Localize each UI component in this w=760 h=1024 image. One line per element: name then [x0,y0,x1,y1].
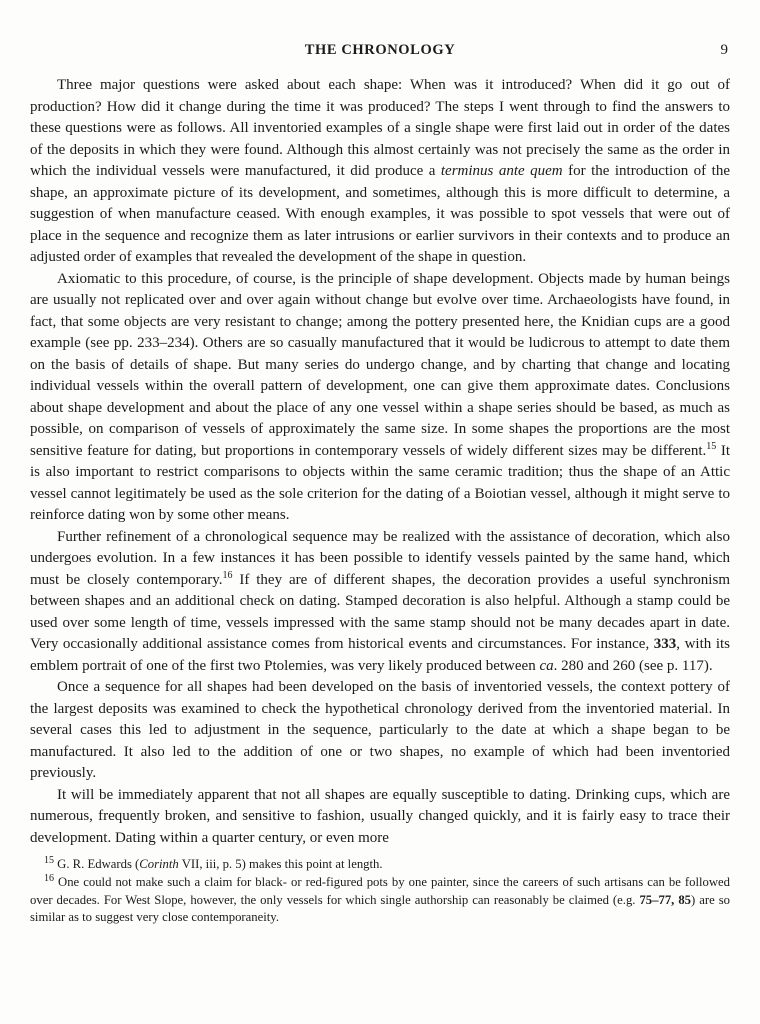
text-run: 333 [653,636,677,652]
text-run: ca [539,657,554,674]
paragraph [30,75,730,269]
body-text [30,75,730,849]
footnote-ref: 15 [44,854,54,866]
text-run: Axiomatic to this procedure, of course, is the principle of shape development. Objects made by human beings are usually not replicated over and over again without change but evolve over time. Archaeologists have found, in fact, that some objects are very resistant to change; among the pottery presented here, the Knidian cups are a good example (see pp. 233–234). Others are so casually manufactured that it would be ludicrous to attempt to date them on the basis of details of shape. But many series do undergo change, and by charting that change and locating individual vessels within the overall pattern of development, one can give them approximate dates. Conclusions about shape development and about the place of any one vessel within a shape series should be based, as much as possible, on comparison of vessels of approximately the same size. In some shapes the proportions are the most sensitive feature for dating, but proportions in contemporary vessels of widely different sizes may be different. [30,270,730,459]
text-run: It will be immediately apparent that not all shapes are equally susceptible to dating. Drinking cups, which are numerous, frequently broken, and sensitive to fashion, usually changed quickly, and it is fairly easy to trace their development. Dating within a quarter century, or even more [30,786,730,846]
text-run: terminus ante quem [440,163,563,179]
text-run: for the introduction of the shape, an approximate picture of its development, and sometimes, although this is more difficult to determine, a suggestion of when manufacture ceased. With enough examples, it was possible to spot vessels that were out of place in the sequence and recognize them as later intrusions or earlier survivors in their contexts and to produce an adjusted order of examples that revealed the development of the shape in question. [30,163,730,265]
paragraph [30,677,730,785]
text-run: Further refinement of a chronological sequence may be realized with the assistance of decoration, which also undergoes evolution. In a few instances it has been possible to identify vessels painted by the same hand, which must be closely contemporary. [30,528,730,588]
text-run: It is also important to restrict comparisons to objects within the same ceramic tradition; thus the shape of an Attic vessel cannot legitimately be used as the sole criterion for the dating of a Boiotian vessel, although it might serve to reinforce dating won by some other means. [30,442,730,523]
footnote [30,874,730,927]
running-head: THE CHRONOLOGY [304,42,456,58]
paragraph [30,785,730,850]
paragraph [30,527,730,678]
text-run: ) are so similar as to suggest very close contemporaneity. [30,892,731,925]
text-run: G. R. Edwards ( [54,857,140,871]
footnote-ref: 16 [44,872,54,884]
footnotes [30,856,730,927]
text-run: Three major questions were asked about each shape: When was it introduced? When did it go out of production? How did it change during the time it was produced? The steps I went through to find the answers to these questions were as follows. All inventoried examples of a single shape were first laid out in order of the dates of the deposits in which they were found. Although this almost certainly was not precisely the same as the order in which the individual vessels were manufactured, it did produce a [30,77,730,179]
text-run: , with its emblem portrait of one of the first two Ptolemies, was very likely produced between [30,636,730,674]
text-run: If they are of different shapes, the decoration provides a useful synchronism between shapes and an additional check on dating. Stamped decoration is also helpful. Although a stamp could be used over some length of time, vessels impressed with the same stamp should not be many decades apart in date. Very occasionally additional assistance comes from historical events and circumstances. For instance, [30,571,730,652]
page-number: 9 [720,42,728,58]
page-header [30,40,730,62]
text-run: Corinth [139,857,179,871]
footnote-ref: 16 [222,569,233,581]
text-run: . 280 and 260 (see p. 117). [553,657,713,674]
text-run: 75–77, 85 [639,892,692,907]
footnote [30,856,730,874]
text-run: One could not make such a claim for black- or red-figured pots by one painter, since the careers of such artisans can be followed over decades. For West Slope, however, the only vessels for which single authorship can reasonably be claimed (e.g. [30,874,730,907]
paragraph [30,269,730,527]
text-run: VII, iii, p. 5) makes this point at length. [178,857,383,871]
text-run: Once a sequence for all shapes had been developed on the basis of inventoried vessels, the context pottery of the largest deposits was examined to check the hypothetical chronology derived from the inventoried material. In several cases this led to adjustment in the sequence, particularly to the date at which a shape began to be manufactured. It also led to the addition of one or two shapes, no example of which had been inventoried previously. [30,679,730,781]
footnote-ref: 15 [706,440,717,452]
